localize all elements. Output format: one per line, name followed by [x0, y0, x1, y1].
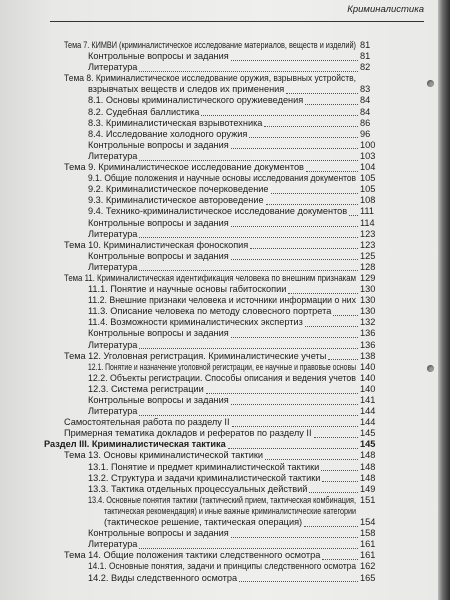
toc-entry	[0, 439, 438, 450]
toc-leader-dots	[271, 193, 358, 194]
toc-entry-title: Тема 8. Криминалистическое исследование оружия, взрывных устройств,	[64, 73, 356, 84]
book-spine	[438, 0, 450, 600]
running-head: Криминалистика	[347, 4, 424, 15]
toc-entry	[0, 384, 438, 395]
toc-entry	[0, 95, 438, 106]
toc-leader-dots	[139, 548, 358, 549]
toc-leader-dots	[349, 215, 358, 216]
toc-page-number: 140	[360, 383, 376, 394]
toc-page-number: 82	[360, 62, 371, 73]
toc-entry	[0, 284, 438, 295]
toc-page-number: 148	[360, 461, 376, 472]
toc-entry-title: 9.3. Криминалистическое автороведение	[88, 195, 264, 206]
toc-entry	[0, 118, 438, 129]
toc-entry-title: 14.2. Виды следственного осмотра	[88, 572, 238, 583]
toc-entry	[0, 51, 438, 62]
toc-leader-dots	[250, 248, 358, 249]
toc-entry-title: Раздел III. Криминалистическая тактика	[44, 439, 226, 450]
toc-page-number: 100	[360, 139, 376, 150]
toc-entry-title: Тема 13. Основы криминалистической тактики	[64, 450, 264, 461]
toc-leader-dots	[249, 137, 358, 138]
toc-page-number: 84	[360, 106, 371, 117]
toc-entry-title: 8.1. Основы криминалистического оружиеведения	[88, 95, 304, 106]
toc-page-number: 128	[360, 261, 376, 272]
toc-leader-dots	[231, 404, 358, 405]
toc-entry-title: 13.1. Понятие и предмет криминалистической тактики	[88, 461, 320, 472]
binding-hole	[427, 80, 434, 87]
toc-entry-title: Литература	[88, 261, 138, 272]
toc-page-number: 103	[360, 150, 376, 161]
toc-entry	[0, 561, 438, 572]
toc-entry-title: Примерная тематика докладов и рефератов по разделу II	[64, 428, 312, 439]
toc-entry-title: 14.1. Основные понятия, задачи и принципы следственного осмотра	[88, 561, 356, 572]
toc-entry-title: Самостоятельная работа по разделу II	[64, 417, 230, 428]
toc-leader-dots	[328, 359, 358, 360]
toc-page-number: 136	[360, 339, 376, 350]
toc-entry-title: 12.1. Понятие и назначение уголовной регистрации, ее научные и правовые основы	[88, 361, 356, 372]
toc-entry-title: 12.3. Система регистрации	[88, 383, 204, 394]
toc-entry-title: 11.2. Внешние признаки человека и источники информации о них	[88, 295, 356, 306]
toc-entry	[0, 406, 438, 417]
toc-page-number: 114	[360, 217, 375, 228]
toc-leader-dots	[231, 148, 358, 149]
toc-leader-dots	[231, 60, 358, 61]
toc-entry-title: 11.3. Описание человека по методу словесного портрета	[88, 306, 332, 317]
toc-page-number: 148	[360, 450, 376, 461]
toc-page-number: 148	[360, 472, 376, 483]
toc-leader-dots	[231, 537, 358, 538]
toc-page-number: 145	[360, 428, 376, 439]
toc-leader-dots	[322, 559, 358, 560]
toc-page-number: 138	[360, 350, 376, 361]
toc-entry	[0, 550, 438, 561]
toc-entry	[0, 362, 438, 373]
toc-page-number: 161	[360, 539, 376, 550]
toc-page-number: 141	[360, 395, 376, 405]
toc-entry-title: Контрольные вопросы и задания	[88, 328, 229, 339]
toc-page-number: 130	[360, 295, 376, 306]
toc-entry-title: Тема 14. Общие положения тактики следственного осмотра	[64, 550, 321, 561]
toc-leader-dots	[201, 115, 358, 116]
toc-page-number: 140	[360, 372, 376, 383]
toc-entry-title: 9.2. Криминалистическое почерковедение	[88, 184, 269, 195]
toc-entry-title: Литература	[88, 339, 138, 350]
toc-page-number: 162	[360, 561, 376, 572]
toc-page-number: 149	[360, 483, 376, 494]
toc-leader-dots	[265, 459, 358, 460]
toc-entry-title: 11.1. Понятие и научные основы габитоскопии	[88, 284, 287, 295]
toc-page-number: 154	[360, 517, 376, 528]
toc-entry	[0, 273, 438, 284]
toc-entry-title: Литература	[88, 62, 138, 73]
header-rule	[50, 21, 424, 22]
toc-leader-dots	[288, 293, 358, 294]
toc-page-number: 96	[360, 128, 371, 139]
toc-entry	[0, 473, 438, 484]
toc-entry-title: Контрольные вопросы и задания	[88, 528, 229, 539]
toc-page-number: 158	[360, 528, 376, 539]
toc-entry-title: 9.4. Технико-криминалистическое исследование документов	[88, 206, 348, 217]
toc-leader-dots	[304, 526, 358, 527]
toc-page-number: 86	[360, 117, 371, 128]
toc-entry	[0, 428, 438, 439]
toc-entry-title: Литература	[88, 150, 138, 161]
toc-leader-dots	[264, 126, 358, 127]
toc-entry	[0, 450, 438, 461]
toc-entry	[0, 506, 438, 517]
toc-entry-title: Контрольные вопросы и задания	[88, 250, 229, 261]
toc-entry-title: 13.2. Структура и задачи криминалистической тактики	[88, 472, 321, 483]
toc-entry-title: 8.3. Криминалистическая взрывотехника	[88, 117, 263, 128]
toc-leader-dots	[321, 470, 358, 471]
toc-page-number: 132	[360, 317, 376, 328]
toc-entry-title: Литература	[88, 539, 138, 550]
toc-entry	[0, 351, 438, 362]
toc-page-number: 144	[360, 417, 376, 428]
toc-page-number: 129	[360, 272, 376, 283]
toc-entry	[0, 539, 438, 550]
toc-leader-dots	[139, 71, 358, 72]
toc-leader-dots	[228, 448, 358, 449]
toc-entry	[0, 495, 438, 506]
toc-entry-title: Тема 10. Криминалистическая фоноскопия	[64, 239, 249, 250]
toc-entry	[0, 340, 438, 351]
toc-page-number: 136	[360, 328, 376, 339]
toc-entry-title: Контрольные вопросы и задания	[88, 51, 229, 62]
toc-entry-title: 8.4. Исследование холодного оружия	[88, 128, 248, 139]
toc-entry	[0, 240, 438, 251]
toc-leader-dots	[266, 204, 358, 205]
toc-entry	[0, 173, 438, 184]
toc-entry-title: взрывчатых веществ и следов их применения	[88, 84, 285, 95]
toc-page-number: 145	[360, 439, 376, 450]
toc-entry	[0, 295, 438, 306]
toc-entry	[0, 151, 438, 162]
toc-entry	[0, 573, 438, 584]
toc-page-number: 123	[360, 228, 376, 239]
toc-entry	[0, 262, 438, 273]
toc-entry-title: Тема 12. Уголовная регистрация. Криминалистические учеты	[64, 350, 327, 361]
toc-leader-dots	[231, 226, 358, 227]
toc-page-number: 125	[360, 250, 376, 261]
toc-entry	[0, 218, 438, 229]
toc-leader-dots	[333, 315, 358, 316]
toc-leader-dots	[232, 426, 358, 427]
toc-leader-dots	[286, 93, 358, 94]
toc-leader-dots	[139, 270, 358, 271]
toc-leader-dots	[139, 348, 358, 349]
toc-entry	[0, 373, 438, 384]
toc-entry	[0, 129, 438, 140]
toc-leader-dots	[139, 237, 358, 238]
toc-entry	[0, 162, 438, 173]
toc-page-number: 81	[360, 40, 371, 50]
toc-entry	[0, 462, 438, 473]
toc-entry-title: 11.4. Возможности криминалистических экспертиз	[88, 317, 303, 328]
toc-leader-dots	[306, 171, 358, 172]
toc-entry	[0, 73, 438, 84]
table-of-contents	[0, 40, 438, 584]
toc-entry	[0, 528, 438, 539]
toc-leader-dots	[239, 581, 358, 582]
toc-page-number: 165	[360, 572, 376, 583]
toc-entry	[0, 40, 438, 51]
toc-leader-dots	[314, 437, 358, 438]
toc-leader-dots	[309, 492, 358, 493]
toc-leader-dots	[231, 337, 358, 338]
toc-page-number: 104	[360, 162, 376, 173]
toc-leader-dots	[139, 160, 358, 161]
toc-page-number: 83	[360, 84, 371, 95]
toc-entry	[0, 251, 438, 262]
toc-entry	[0, 140, 438, 151]
toc-entry	[0, 229, 438, 240]
toc-entry	[0, 328, 438, 339]
binding-hole	[427, 365, 434, 372]
toc-entry-title: Контрольные вопросы и задания	[88, 139, 229, 150]
toc-page-number: 105	[360, 184, 376, 195]
toc-entry-title: (тактическое решение, тактическая операция)	[104, 517, 303, 528]
toc-page-number: 108	[360, 195, 376, 206]
toc-entry	[0, 195, 438, 206]
toc-entry	[0, 395, 438, 406]
toc-page-number: 161	[360, 550, 376, 561]
toc-entry-title: 13.4. Основные понятия тактики (тактический прием, тактическая комбинация,	[88, 494, 356, 505]
toc-page-number: 84	[360, 95, 371, 106]
toc-entry	[0, 184, 438, 195]
toc-entry	[0, 107, 438, 118]
toc-entry-title: Литература	[88, 406, 138, 417]
toc-page-number: 130	[360, 306, 376, 317]
toc-entry	[0, 517, 438, 528]
toc-page-number: 140	[360, 361, 376, 372]
toc-page-number: 105	[360, 173, 376, 184]
toc-entry-title: 9.1. Общие положения и научные основы исследования документов	[88, 173, 356, 184]
toc-entry-title: тактическая рекомендация) и иные важные криминалистические категории	[104, 505, 356, 516]
toc-leader-dots	[305, 104, 358, 105]
toc-entry	[0, 306, 438, 317]
toc-page-number: 123	[360, 239, 376, 250]
toc-leader-dots	[206, 393, 358, 394]
toc-entry	[0, 62, 438, 73]
toc-page-number: 81	[360, 51, 371, 62]
toc-entry-title: 13.3. Тактика отдельных процессуальных действий	[88, 483, 308, 494]
toc-leader-dots	[305, 326, 358, 327]
toc-entry	[0, 206, 438, 217]
toc-entry-title: Тема 11. Криминалистическая идентификация человека по внешним признакам	[64, 272, 356, 283]
toc-entry-title: Контрольные вопросы и задания	[88, 217, 229, 228]
toc-entry-title: Контрольные вопросы и задания	[88, 395, 229, 405]
toc-leader-dots	[322, 481, 358, 482]
toc-page-number: 151	[360, 494, 376, 505]
toc-entry-title: Тема 7. КИМВИ (криминалистическое исследование материалов, веществ и изделий)	[64, 40, 356, 50]
toc-page-number: 144	[360, 406, 376, 417]
toc-entry-title: Тема 9. Криминалистическое исследование документов	[64, 162, 304, 173]
toc-entry-title: 8.2. Судебная баллистика	[88, 106, 200, 117]
toc-leader-dots	[231, 259, 358, 260]
toc-page-number: 111	[360, 206, 374, 217]
toc-page-number: 130	[360, 284, 376, 295]
toc-leader-dots	[139, 415, 358, 416]
toc-entry	[0, 417, 438, 428]
toc-entry	[0, 317, 438, 328]
toc-entry	[0, 484, 438, 495]
toc-entry-title: 12.2. Объекты регистрации. Способы описания и ведения учетов	[88, 372, 356, 383]
toc-entry-title: Литература	[88, 228, 138, 239]
toc-entry	[0, 84, 438, 95]
